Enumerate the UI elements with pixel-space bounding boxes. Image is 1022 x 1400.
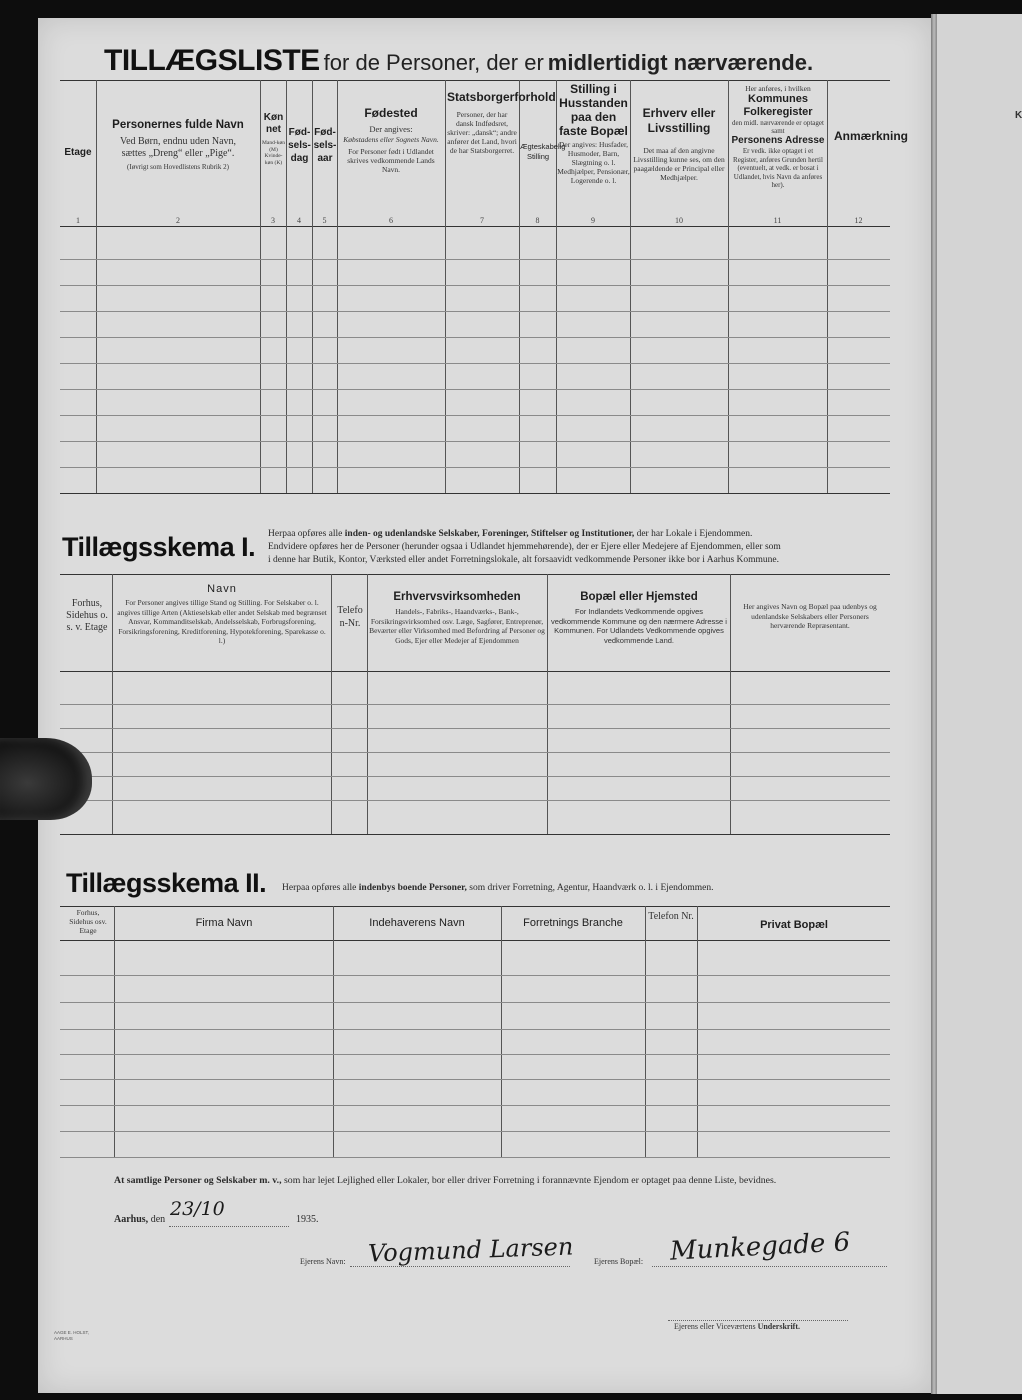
main-row-line bbox=[60, 337, 890, 338]
schema2-col-line bbox=[645, 906, 646, 1158]
schema2-row-line bbox=[60, 1054, 890, 1055]
owner-name-label: Ejerens Navn: bbox=[300, 1257, 346, 1266]
schema1-row-line bbox=[60, 800, 890, 801]
title-tillaegsliste: TILLÆGSLISTE bbox=[104, 44, 320, 77]
schema2-description bbox=[282, 883, 713, 893]
schema1-top-rule bbox=[60, 574, 890, 575]
col-household-note: Der angives: Husfader, Husmoder, Barn, Slægtning o. l. Medhjælper, Pensionær, Logerende o. l. bbox=[557, 140, 630, 185]
col-birthplace-note1: Der angives: bbox=[369, 124, 413, 134]
col-occupation-header bbox=[632, 106, 726, 182]
schema2-row-line bbox=[60, 1002, 890, 1003]
col-marital-header: Ægteskabelig Stilling bbox=[520, 142, 566, 161]
main-list-title bbox=[104, 44, 813, 78]
col-register-note2: Er vedk. ikke optaget i et Register, anføres Grunden hertil (eventuelt, at vedk. er bosat i Udlandet, hvis Navn da anføres her). bbox=[733, 147, 823, 189]
attestation-rest: som har lejet Lejlighed eller Lokaler, bor eller driver Forretning i forannævnte Ejendom er optaget paa denne Liste, bevidnes. bbox=[283, 1175, 777, 1186]
col-num-6: 6 bbox=[389, 216, 393, 225]
schema2-title: Tillægsskema II. bbox=[66, 868, 267, 898]
schema2-row-line bbox=[60, 1105, 890, 1106]
col-occupation-note: Det maa af den angivne Livsstilling kunne ses, om den paagældende er Principal eller Medhjælper. bbox=[633, 146, 725, 182]
schema2-col-firm: Firma Navn bbox=[195, 917, 253, 929]
attestation-bold: At samtlige Personer og Selskaber m. v., bbox=[114, 1175, 282, 1186]
col-etage-header: Etage bbox=[64, 147, 92, 158]
main-row-line bbox=[60, 467, 890, 468]
owner-address-label: Ejerens Bopæl: bbox=[594, 1257, 644, 1266]
book-gutter bbox=[931, 14, 937, 1394]
col-line-9 bbox=[630, 80, 631, 493]
col-birthday-header: Fød-sels-dag bbox=[288, 127, 311, 164]
col-register-address: Personens Adresse bbox=[731, 135, 825, 146]
col-household-header bbox=[557, 82, 630, 185]
schema1-col-name-title: Navn bbox=[207, 583, 237, 595]
schema1-desc-line3: i denne har Butik, Kontor, Værksted eller andet Forretningslokale, alt forsaavidt vedkommende Personer ikke bor i Aarhus Kommune. bbox=[268, 555, 780, 565]
main-row-line bbox=[60, 415, 890, 416]
schema1-description bbox=[268, 528, 893, 567]
col-birthplace-note3: For Personer født i Udlandet skrives vedkommende Lands Navn. bbox=[347, 146, 435, 174]
schema2-desc-a: Herpaa opføres alle bbox=[282, 883, 357, 893]
schema2-row-line bbox=[60, 1131, 890, 1132]
date-handwritten: 23/10 bbox=[170, 1198, 225, 1220]
col-register-header bbox=[730, 84, 826, 190]
schema2-desc-c: som driver Forretning, Agentur, Haandværk o. l. i Ejendommen. bbox=[469, 883, 714, 893]
col-remark-header: Anmærkning bbox=[834, 129, 909, 143]
schema2-col-line bbox=[697, 906, 698, 1158]
owner-name-handwritten: Vogmund Larsen bbox=[367, 1232, 574, 1268]
schema1-desc1c: der har Lokale i Ejendommen. bbox=[636, 529, 753, 539]
schema1-desc-line1 bbox=[268, 528, 893, 541]
owner-dotted-line bbox=[350, 1266, 570, 1267]
schema2-header-rule bbox=[60, 940, 890, 941]
schema1-row-line bbox=[60, 728, 890, 729]
schema1-col-etage: Forhus, Sidehus o. s. v. Etage bbox=[66, 598, 108, 633]
col-register-pre: Her anføres, i hvilken bbox=[745, 84, 811, 93]
schema2-row-line bbox=[60, 975, 890, 976]
address-dotted-line bbox=[652, 1266, 887, 1267]
den-label: den bbox=[150, 1214, 166, 1225]
main-row-line bbox=[60, 285, 890, 286]
schema2-desc-b: indenbys boende Personer, bbox=[358, 883, 467, 893]
col-sex-title: Kønnet bbox=[263, 112, 284, 135]
attestation bbox=[114, 1175, 776, 1186]
schema2-col-line bbox=[114, 906, 115, 1158]
col-register-note1: den midl. nærværende er optaget samt bbox=[732, 119, 824, 135]
document-page bbox=[38, 18, 931, 1393]
schema1-col-residence-title: Bopæl eller Hjemsted bbox=[580, 591, 698, 603]
schema2-col-owner: Indehaverens Navn bbox=[369, 917, 465, 929]
col-birthplace-note2: Købstadens eller Sognets Navn. bbox=[343, 134, 439, 144]
col-num-5: 5 bbox=[322, 216, 327, 225]
schema2-col-branch: Forretnings Branche bbox=[523, 917, 623, 929]
col-name-title: Personernes fulde Navn bbox=[112, 119, 244, 131]
facing-page bbox=[937, 14, 1022, 1394]
date-dotted-line bbox=[169, 1226, 289, 1227]
year-label: 1935. bbox=[296, 1214, 319, 1225]
main-table-bottom-rule bbox=[60, 493, 890, 494]
col-sex-female: Kvinde-køn (K) bbox=[264, 153, 283, 166]
col-line-11 bbox=[827, 80, 828, 493]
col-citizenship-note: Personer, der har dansk Indfødsret, skriver: „dansk“; andre anfører det Land, hvori de har Statsborgerret. bbox=[447, 110, 517, 155]
schema2-col-line bbox=[501, 906, 502, 1158]
col-num-2: 2 bbox=[176, 216, 180, 225]
printer-mark: AAGE E. HOLST, AARHUS bbox=[54, 1330, 90, 1341]
col-name-note3: (Iøvrigt som Hovedlistens Rubrik 2) bbox=[127, 163, 229, 171]
schema2-col-private-address: Privat Bopæl bbox=[760, 919, 828, 931]
signature-label-bold: Underskrift. bbox=[757, 1322, 801, 1331]
schema1-row-line bbox=[60, 752, 890, 753]
signature-label: Ejerens eller Viceværtens bbox=[674, 1322, 756, 1331]
facing-page-edge-text: K bbox=[1015, 110, 1022, 121]
schema1-col-business-note: Handels-, Fabriks-, Haandværks-, Bank-, Forsikringsvirksomhed osv. Læge, Sagfører, Entreprenør, Beværter eller Virksomhed med Befordring af Personer og Gods, Ejer eller Medejer af Ejendommen bbox=[369, 607, 545, 645]
schema1-col-business-title: Erhvervsvirksomheden bbox=[393, 591, 521, 603]
place-label: Aarhus, bbox=[114, 1214, 149, 1225]
schema1-desc-line2: Endvidere opføres her de Personer (herunder ogsaa i Udlandet hjemmehørende), der er Ejere eller Medejere af Ejendommen, eller som bbox=[268, 542, 781, 552]
main-row-line bbox=[60, 311, 890, 312]
main-table-header-rule bbox=[60, 226, 890, 227]
col-num-11: 11 bbox=[773, 216, 782, 225]
col-line-10 bbox=[728, 80, 729, 493]
col-birthplace-header bbox=[339, 106, 443, 174]
schema2-row-line bbox=[60, 1157, 890, 1158]
main-row-line bbox=[60, 441, 890, 442]
main-row-line bbox=[60, 389, 890, 390]
schema1-col-name bbox=[116, 582, 328, 646]
schema1-col-name-note: For Personer angives tillige Stand og Stilling. For Selskaber o. l. angives tillige Arten (Aktieselskab eller andet Selskab med begrænset Ansvar, Kommanditselskab, Andelsselskab, Forbrugsforening, Forsikringsforening, Kreditforening, Hypotekforening, Sparekasse o. l.) bbox=[117, 598, 327, 645]
schema2-row-line bbox=[60, 1079, 890, 1080]
col-sex-male: Mand-køn (M) bbox=[262, 140, 285, 153]
owner-address-handwritten: Munkegade 6 bbox=[669, 1227, 851, 1267]
col-line-5 bbox=[337, 80, 338, 493]
schema1-col-business bbox=[369, 590, 545, 645]
title-bold-end: midlertidigt nærværende. bbox=[547, 50, 814, 75]
main-table-top-rule bbox=[60, 80, 890, 81]
col-household-title: Stilling i Husstanden paa den faste Bopæl bbox=[559, 82, 628, 138]
schema2-top-rule bbox=[60, 906, 890, 907]
col-num-7: 7 bbox=[480, 216, 484, 225]
signature-caption bbox=[674, 1322, 800, 1331]
col-num-9: 9 bbox=[591, 216, 595, 225]
schema2-col-etage: Forhus, Sidehus osv. Etage bbox=[69, 908, 107, 935]
schema1-desc1a: Herpaa opføres alle bbox=[268, 529, 343, 539]
col-num-4: 4 bbox=[297, 216, 301, 225]
col-birthyear-header: Fød-sels-aar bbox=[313, 127, 337, 164]
signature-dotted-line bbox=[668, 1320, 848, 1321]
schema1-col-residence-note: For Indlandets Vedkommende opgives vedkommende Kommune og den nærmere Adresse i Kommunen. For Udlandets Vedkommende opgives vedkommende Land. bbox=[551, 607, 727, 645]
schema1-header-rule bbox=[60, 671, 890, 672]
col-line-6 bbox=[445, 80, 446, 493]
col-num-3: 3 bbox=[271, 216, 275, 225]
col-line-1 bbox=[96, 80, 97, 493]
schema1-col-phone: Telefon-Nr. bbox=[337, 605, 363, 629]
col-num-10: 10 bbox=[675, 216, 683, 225]
col-birthplace-title: Fødested bbox=[364, 106, 418, 120]
col-name-note1: Ved Børn, endnu uden Navn, bbox=[119, 136, 237, 147]
main-row-line bbox=[60, 259, 890, 260]
schema1-row-line bbox=[60, 704, 890, 705]
schema1-bottom-rule bbox=[60, 834, 890, 835]
col-sex-header bbox=[261, 112, 286, 166]
col-num-1: 1 bbox=[76, 216, 80, 225]
col-name-note2: sættes „Dreng“ eller „Pige“. bbox=[121, 148, 235, 159]
holding-thumb bbox=[0, 738, 92, 820]
main-row-line bbox=[60, 363, 890, 364]
schema2-col-line bbox=[333, 906, 334, 1158]
schema2-row-line bbox=[60, 1029, 890, 1030]
date-line bbox=[114, 1214, 165, 1225]
col-occupation-title: Erhverv eller Livsstilling bbox=[642, 106, 716, 135]
col-citizenship-title: Statsborgerforhold bbox=[447, 90, 556, 104]
col-num-8: 8 bbox=[535, 216, 540, 225]
schema1-col-representative: Her angives Navn og Bopæl paa udenbys og udenlandske Selskabers eller Personers herværende Repræsentant. bbox=[743, 602, 877, 630]
schema1-title: Tillægsskema I. bbox=[62, 532, 256, 562]
col-register-title: Kommunes Folkeregister bbox=[743, 93, 813, 118]
schema1-desc1b: inden- og udenlandske Selskaber, Foreninger, Stiftelser og Institutioner, bbox=[344, 529, 635, 539]
col-num-12: 12 bbox=[854, 216, 863, 225]
schema2-col-phone: Telefon Nr. bbox=[648, 911, 694, 922]
schema1-row-line bbox=[60, 776, 890, 777]
col-name-header bbox=[98, 118, 258, 172]
schema1-col-residence bbox=[550, 590, 728, 645]
title-middle: for de Personer, der er bbox=[323, 50, 544, 75]
